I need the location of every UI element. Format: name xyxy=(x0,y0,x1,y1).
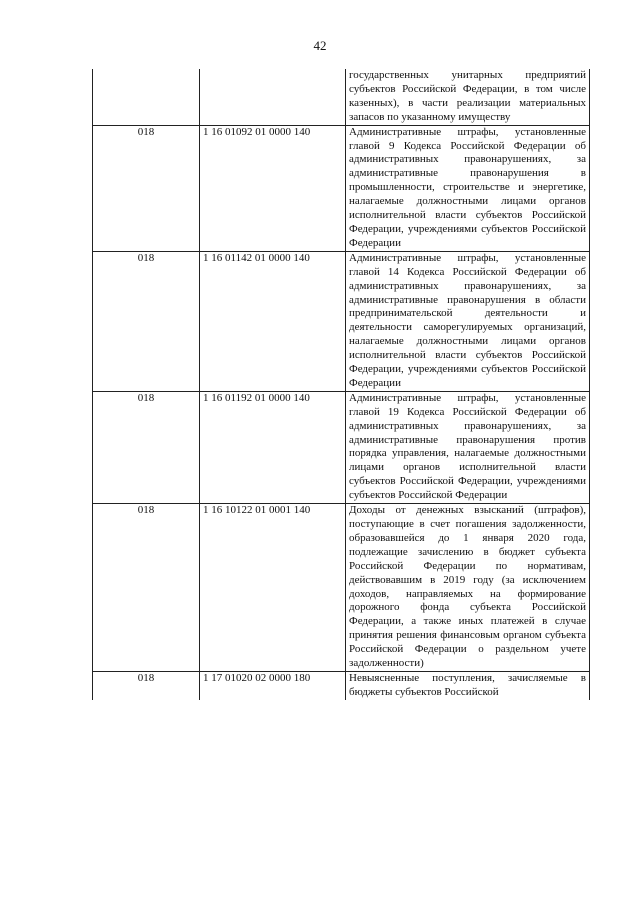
admin-code-cell: 018 xyxy=(93,251,200,391)
description-cell: Невыясненные поступления, зачисляемые в бюджеты субъектов Российской xyxy=(346,671,590,699)
page-number: 42 xyxy=(313,38,327,53)
description-cell: государственных унитарных предприятий субъектов Российской Федерации, в том числе казенных), в части реализации материальных запасов по указанному имуществу xyxy=(346,69,590,125)
table-row xyxy=(93,671,590,699)
description-cell: Административные штрафы, установленные главой 14 Кодекса Российской Федерации об административных правонарушениях, за административные правонарушения в области предпринимательской деятельности и деятельности саморегулируемых организаций, налагаемые должностными лицами органов исполнительной власти субъектов Российской Федерации, учреждениями субъектов Российской Федерации xyxy=(346,251,590,391)
table-row xyxy=(93,504,590,672)
revenue-codes-table xyxy=(92,69,590,700)
admin-code-cell: 018 xyxy=(93,671,200,699)
admin-code-cell: 018 xyxy=(93,125,200,251)
revenue-code-cell xyxy=(200,69,346,125)
table-row xyxy=(93,391,590,503)
table-row xyxy=(93,69,590,125)
revenue-code-cell: 1 16 01092 01 0000 140 xyxy=(200,125,346,251)
table-row xyxy=(93,251,590,391)
revenue-code-cell: 1 16 10122 01 0001 140 xyxy=(200,504,346,672)
description-cell: Административные штрафы, установленные главой 9 Кодекса Российской Федерации об административных правонарушениях, за административные правонарушения в промышленности, строительстве и энергетике, налагаемые должностными лицами органов исполнительной власти субъектов Российской Федерации, учреждениями субъектов Российской Федерации xyxy=(346,125,590,251)
description-cell: Доходы от денежных взысканий (штрафов), поступающие в счет погашения задолженности, образовавшейся до 1 января 2020 года, подлежащие зачислению в бюджет субъекта Российской Федерации по нормативам, действовавшим в 2019 году (за исключением доходов, направляемых на формирование дорожного фонда субъекта Российской Федерации, а также иных платежей в случае принятия решения финансовым органом субъекта Российской Федерации о раздельном учете задолженности) xyxy=(346,504,590,672)
admin-code-cell: 018 xyxy=(93,504,200,672)
table-row xyxy=(93,125,590,251)
revenue-code-cell: 1 16 01142 01 0000 140 xyxy=(200,251,346,391)
admin-code-cell: 018 xyxy=(93,391,200,503)
admin-code-cell xyxy=(93,69,200,125)
revenue-code-cell: 1 16 01192 01 0000 140 xyxy=(200,391,346,503)
description-cell: Административные штрафы, установленные главой 19 Кодекса Российской Федерации об административных правонарушениях, за административные правонарушения против порядка управления, налагаемые должностными лицами органов исполнительной власти субъектов Российской Федерации, учреждениями субъектов Российской Федерации xyxy=(346,391,590,503)
revenue-code-cell: 1 17 01020 02 0000 180 xyxy=(200,671,346,699)
